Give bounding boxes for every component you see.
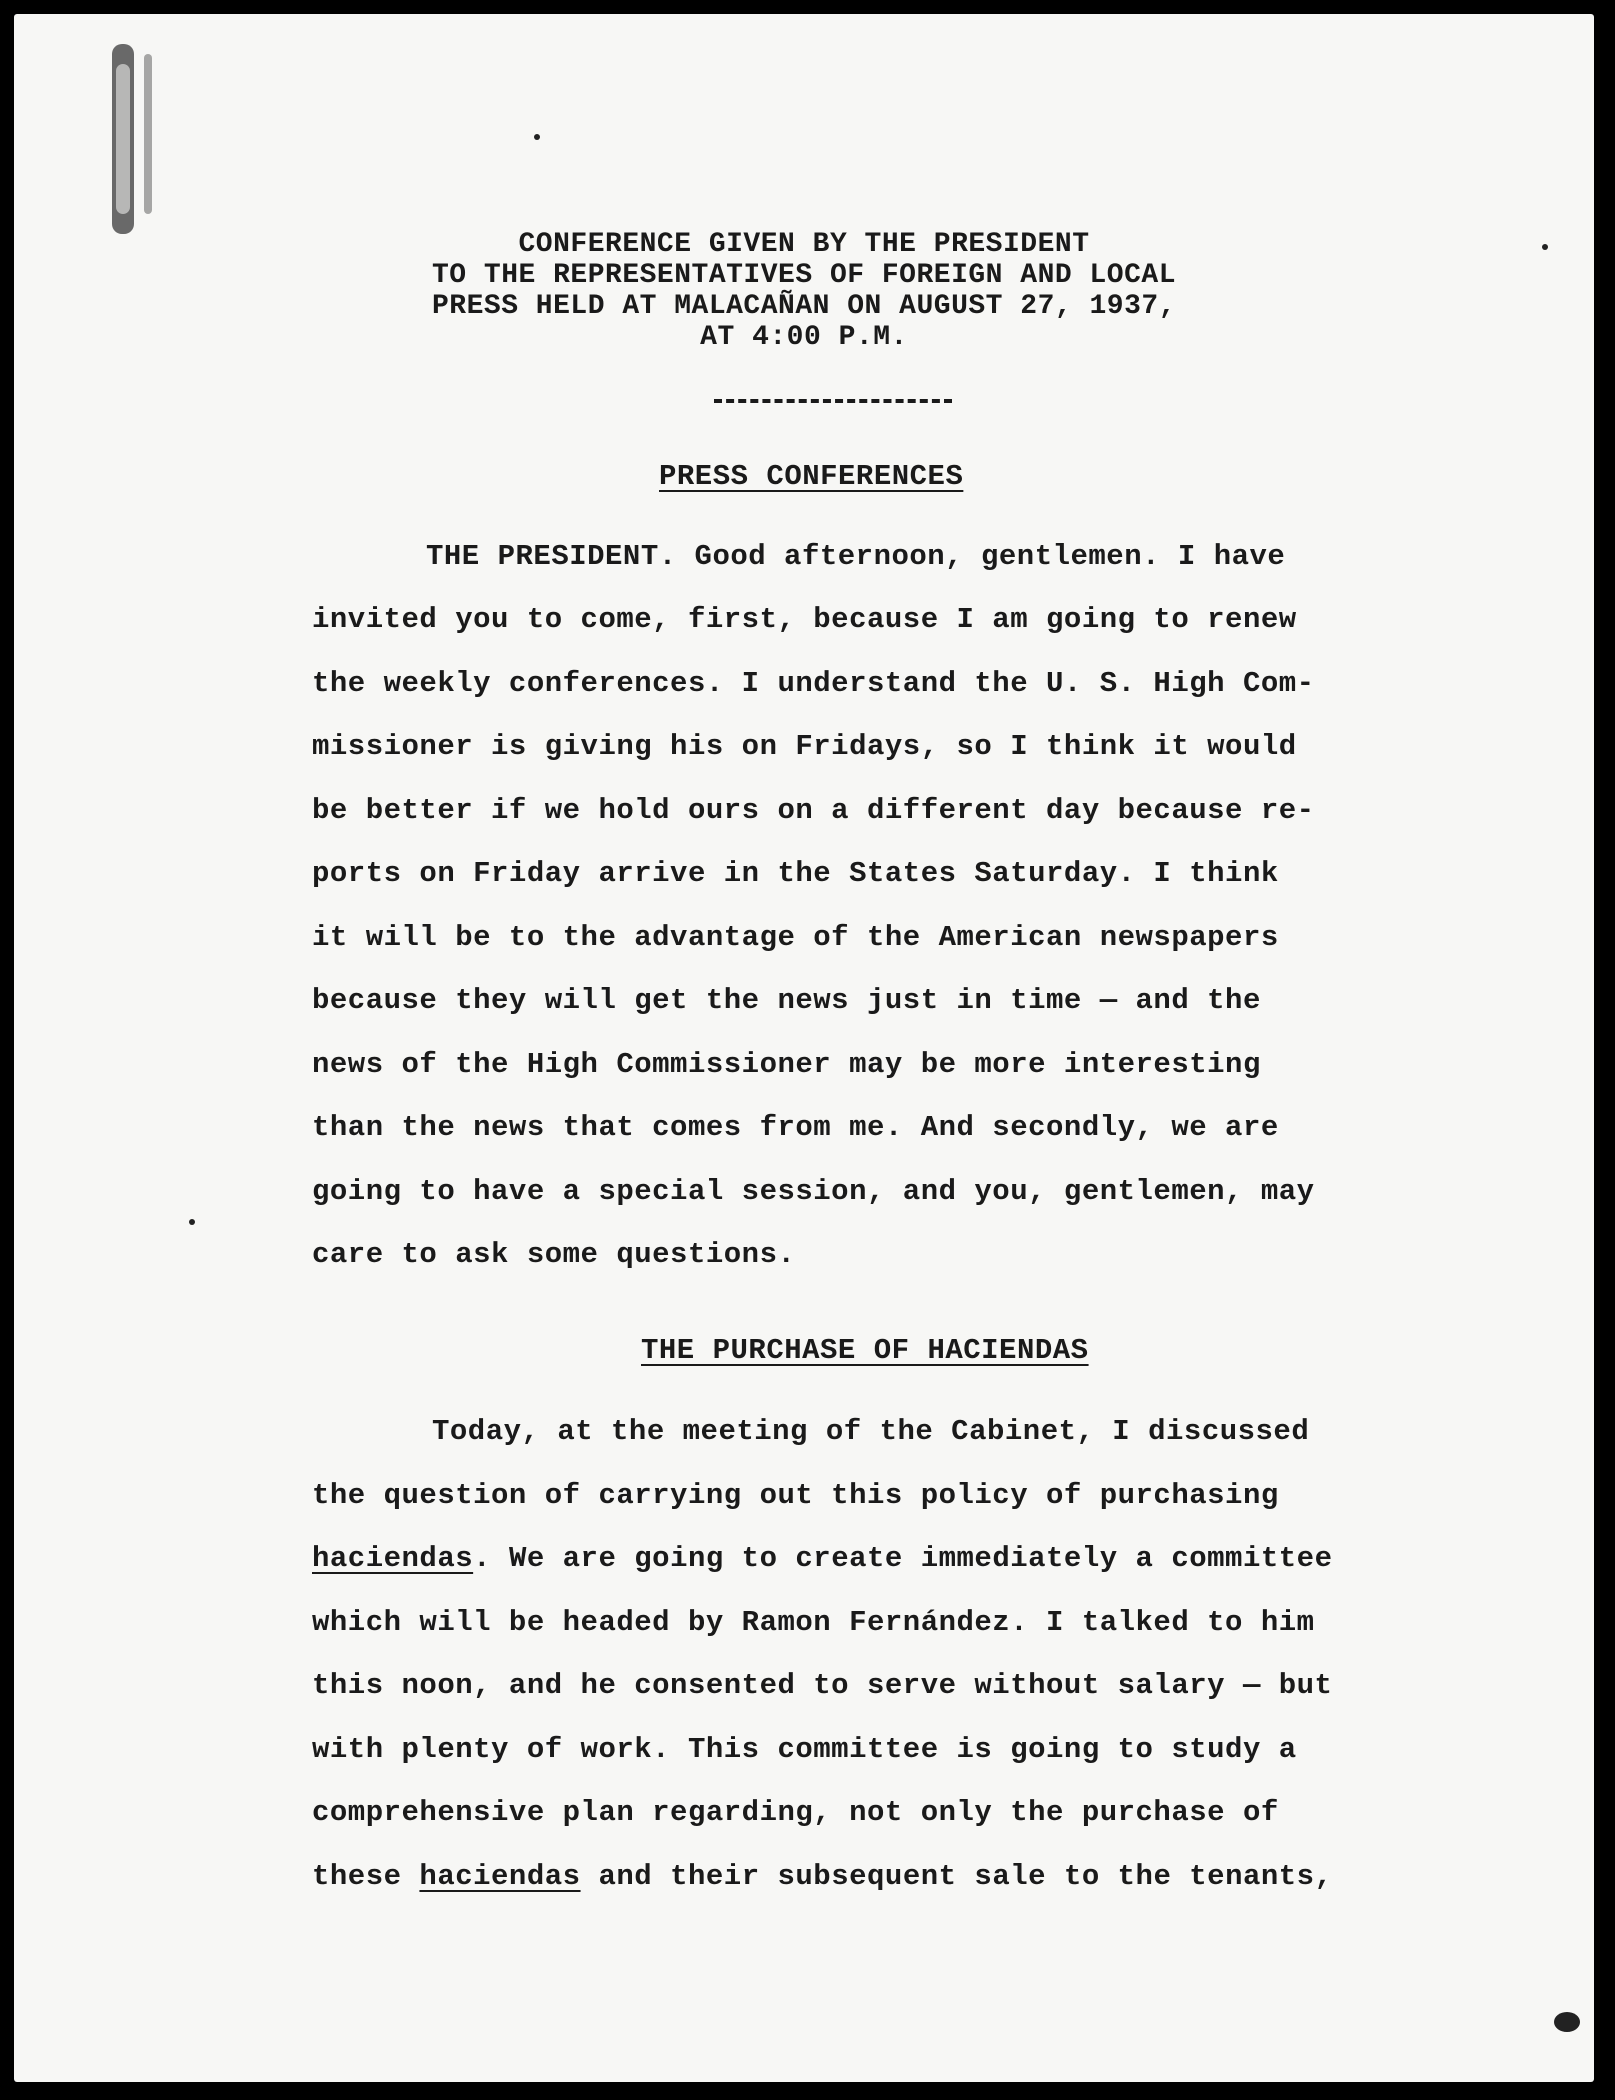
body-line: going to have a special session, and you, gentlemen, may xyxy=(312,1175,1315,1208)
body-line: because they will get the news just in time — and the xyxy=(312,984,1261,1017)
body-line: the question of carrying out this policy of purchasing xyxy=(312,1479,1279,1512)
body-line: news of the High Commissioner may be more interesting xyxy=(312,1048,1261,1081)
section-title-press-conferences: PRESS CONFERENCES xyxy=(659,460,964,493)
header-line: TO THE REPRESENTATIVES OF FOREIGN AND LOCAL xyxy=(431,260,1177,291)
conference-header xyxy=(14,229,1594,353)
speck-mark xyxy=(534,134,540,140)
speck-mark xyxy=(1554,2012,1580,2032)
body-line: this noon, and he consented to serve without salary — but xyxy=(312,1669,1333,1702)
body-line: it will be to the advantage of the American newspapers xyxy=(312,921,1279,954)
body-text-segment: and their subsequent sale to the tenants, xyxy=(580,1860,1333,1893)
body-line: be better if we hold ours on a different day because re- xyxy=(312,794,1315,827)
header-divider xyxy=(714,399,952,403)
section-title-purchase-of-haciendas: THE PURCHASE OF HACIENDAS xyxy=(641,1334,1089,1367)
underlined-term: haciendas xyxy=(419,1860,581,1893)
body-line: invited you to come, first, because I am going to renew xyxy=(312,603,1297,636)
body-line: care to ask some questions. xyxy=(312,1238,796,1271)
document-page xyxy=(14,14,1594,2082)
binding-marks-decoration xyxy=(94,34,174,244)
body-line: than the news that comes from me. And secondly, we are xyxy=(312,1111,1279,1144)
body-line: with plenty of work. This committee is going to study a xyxy=(312,1733,1297,1766)
body-line: THE PRESIDENT. Good afternoon, gentlemen. I have xyxy=(426,540,1286,573)
body-text-segment: these xyxy=(312,1860,420,1893)
body-line: which will be headed by Ramon Fernández. I talked to him xyxy=(312,1606,1315,1639)
header-line: PRESS HELD AT MALACAÑAN ON AUGUST 27, 1937, xyxy=(431,291,1177,322)
body-line: the weekly conferences. I understand the U. S. High Com- xyxy=(312,667,1315,700)
speck-mark xyxy=(189,1219,195,1225)
body-line: comprehensive plan regarding, not only the purchase of xyxy=(312,1796,1279,1829)
body-line xyxy=(312,1542,1332,1575)
body-line xyxy=(312,1860,1332,1893)
underlined-term: haciendas xyxy=(312,1542,474,1575)
header-line: CONFERENCE GIVEN BY THE PRESIDENT xyxy=(518,229,1090,260)
body-line: ports on Friday arrive in the States Saturday. I think xyxy=(312,857,1279,890)
header-line: AT 4:00 P.M. xyxy=(700,322,908,353)
body-line: Today, at the meeting of the Cabinet, I discussed xyxy=(432,1415,1310,1448)
body-line: missioner is giving his on Fridays, so I think it would xyxy=(312,730,1297,763)
body-text-segment: . We are going to create immediately a committee xyxy=(473,1542,1333,1575)
